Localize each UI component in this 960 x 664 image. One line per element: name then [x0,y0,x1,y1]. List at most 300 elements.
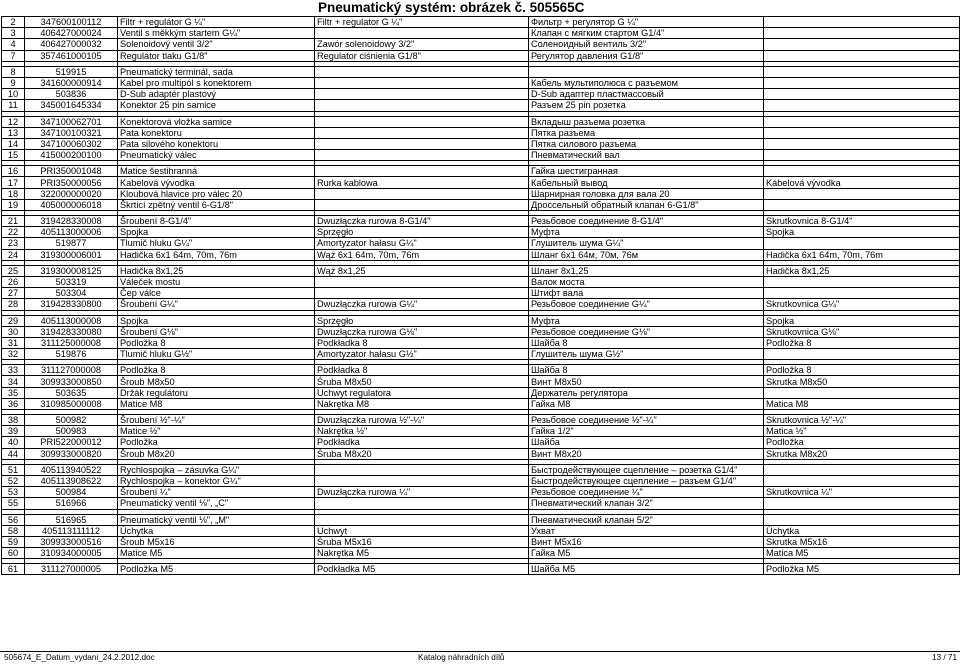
table-row [2,326,960,337]
table-row [2,138,960,149]
polish-name-cell [315,464,529,475]
russian-name-cell: Пневматический вал [529,150,764,161]
russian-name-cell: Дроссельный обратный клапан 6-G1/8" [529,199,764,210]
czech-name-cell: Filtr + regulátor G ¼" [118,17,315,28]
polish-name-cell: Amortyzator hałasu G½" [315,349,529,360]
slovak-name-cell: Hadička 8x1,25 [764,265,960,276]
czech-name-cell: Podložka 8 [118,365,315,376]
table-row [2,199,960,210]
czech-name-cell: Váleček mostu [118,276,315,287]
polish-name-cell: Nakrętka ½" [315,426,529,437]
polish-name-cell: Sprzęgło [315,315,529,326]
russian-name-cell: Глушитель шума G¼" [529,238,764,249]
czech-name-cell: Tlumič hluku G½" [118,349,315,360]
part-code-cell: 319428330080 [25,326,118,337]
russian-name-cell: Штифт вала [529,288,764,299]
polish-name-cell: Dwuzłączka rurowa 8-G1/4" [315,216,529,227]
item-number-cell: 21 [2,216,25,227]
polish-name-cell: Amortyzator hałasu G¼" [315,238,529,249]
czech-name-cell: Spojka [118,315,315,326]
part-code-cell: 309933000820 [25,448,118,459]
slovak-name-cell: Matica M5 [764,548,960,559]
part-code-cell: 310985000008 [25,398,118,409]
czech-name-cell: Ventil s měkkým startem G¼" [118,28,315,39]
polish-name-cell [315,188,529,199]
czech-name-cell: Držák regulátoru [118,387,315,398]
item-number-cell: 2 [2,17,25,28]
slovak-name-cell [764,464,960,475]
slovak-name-cell [764,238,960,249]
russian-name-cell: Резьбовое соединение G⅛" [529,326,764,337]
slovak-name-cell [764,89,960,100]
polish-name-cell: Sprzęgło [315,227,529,238]
polish-name-cell [315,276,529,287]
czech-name-cell: Tlumič hluku G¼" [118,238,315,249]
parts-table-body [2,17,960,575]
table-row [2,564,960,575]
czech-name-cell: Hadička 6x1 64m, 70m, 76m [118,249,315,260]
czech-name-cell: Rychlospojka – zásuvka G¼" [118,464,315,475]
polish-name-cell [315,199,529,210]
polish-name-cell: Śruba M8x50 [315,376,529,387]
polish-name-cell [315,89,529,100]
czech-name-cell: Šroubení ½"-¼" [118,415,315,426]
russian-name-cell: Шайба M5 [529,564,764,575]
slovak-name-cell [764,188,960,199]
table-row [2,548,960,559]
russian-name-cell: Фильтр + регулятор G ¼" [529,17,764,28]
item-number-cell: 35 [2,387,25,398]
slovak-name-cell [764,127,960,138]
item-number-cell: 27 [2,288,25,299]
part-code-cell: PRI522000012 [25,437,118,448]
russian-name-cell: Резьбовое соединение 8-G1/4" [529,216,764,227]
item-number-cell: 31 [2,337,25,348]
item-number-cell: 15 [2,150,25,161]
polish-name-cell [315,150,529,161]
russian-name-cell: Кабель мультиполюса с разъемом [529,77,764,88]
table-row [2,17,960,28]
polish-name-cell [315,475,529,486]
polish-name-cell [315,498,529,509]
slovak-name-cell: Podložka [764,437,960,448]
polish-name-cell [315,100,529,111]
czech-name-cell: Pneumatický válec [118,150,315,161]
item-number-cell: 4 [2,39,25,50]
slovak-name-cell: Úchytka [764,525,960,536]
polish-name-cell: Rurka kablowa [315,177,529,188]
table-row [2,426,960,437]
czech-name-cell: Šroubení G¼" [118,299,315,310]
slovak-name-cell: Skrutka M5x16 [764,536,960,547]
polish-name-cell: Uchwyt [315,525,529,536]
part-code-cell: 405113940522 [25,464,118,475]
czech-name-cell: Čep válce [118,288,315,299]
item-number-cell: 34 [2,376,25,387]
item-number-cell: 36 [2,398,25,409]
czech-name-cell: D-Sub adaptér plastový [118,89,315,100]
slovak-name-cell: Matica M8 [764,398,960,409]
part-code-cell: 319300006001 [25,249,118,260]
czech-name-cell: Pneumatický terminál, sada [118,66,315,77]
polish-name-cell: Dwuzłączka rurowa ½"-¼" [315,415,529,426]
czech-name-cell: Matice ½" [118,426,315,437]
item-number-cell: 32 [2,349,25,360]
table-row [2,265,960,276]
table-row [2,337,960,348]
table-row [2,415,960,426]
part-code-cell: 405113000006 [25,227,118,238]
slovak-name-cell [764,387,960,398]
russian-name-cell: Глушитель шума G½" [529,349,764,360]
czech-name-cell: Hadička 8x1,25 [118,265,315,276]
table-row [2,166,960,177]
polish-name-cell: Zawór solenoidowy 3/2" [315,39,529,50]
polish-name-cell: Śruba M5x16 [315,536,529,547]
table-row [2,315,960,326]
polish-name-cell: Wąż 6x1 64m, 70m, 76m [315,249,529,260]
table-row [2,487,960,498]
russian-name-cell: Быстродействующее сцепление – розетка G1/4" [529,464,764,475]
part-code-cell: 500984 [25,487,118,498]
part-code-cell: 405113000008 [25,315,118,326]
slovak-name-cell [764,498,960,509]
table-row [2,28,960,39]
item-number-cell: 24 [2,249,25,260]
slovak-name-cell: Skrutkovnica ½"-¼" [764,415,960,426]
czech-name-cell: Škrticí zpětný ventil 6-G1/8" [118,199,315,210]
czech-name-cell: Pata silového konektoru [118,138,315,149]
slovak-name-cell: Spojka [764,227,960,238]
russian-name-cell: Пятка разъема [529,127,764,138]
table-row [2,514,960,525]
part-code-cell: 357461000105 [25,50,118,61]
part-code-cell: 503635 [25,387,118,398]
part-code-cell: 406427000024 [25,28,118,39]
polish-name-cell: Podkładka 8 [315,365,529,376]
russian-name-cell: Гайка M5 [529,548,764,559]
czech-name-cell: Spojka [118,227,315,238]
item-number-cell: 40 [2,437,25,448]
slovak-name-cell [764,138,960,149]
part-code-cell: 415000200100 [25,150,118,161]
russian-name-cell: Пневматический клапан 5/2" [529,514,764,525]
part-code-cell: PRI350000056 [25,177,118,188]
part-code-cell: 347600100112 [25,17,118,28]
table-row [2,177,960,188]
part-code-cell: 519915 [25,66,118,77]
item-number-cell: 28 [2,299,25,310]
czech-name-cell: Rychlospojka – konektor G¼" [118,475,315,486]
item-number-cell: 22 [2,227,25,238]
russian-name-cell: Вкладыш разъема розетка [529,116,764,127]
russian-name-cell: Резьбовое соединение G¼" [529,299,764,310]
czech-name-cell: Kabel pro multipól s konektorem [118,77,315,88]
table-row [2,376,960,387]
slovak-name-cell: Skrutkovnica ¼" [764,487,960,498]
item-number-cell: 44 [2,448,25,459]
czech-name-cell: Matice M5 [118,548,315,559]
polish-name-cell: Uchwyt regulatora [315,387,529,398]
polish-name-cell [315,138,529,149]
czech-name-cell: Šroubení 8-G1/4" [118,216,315,227]
item-number-cell: 14 [2,138,25,149]
polish-name-cell [315,288,529,299]
czech-name-cell: Konektor 25 pin samice [118,100,315,111]
czech-name-cell: Šroubení G⅛" [118,326,315,337]
czech-name-cell: Šroub M8x20 [118,448,315,459]
part-code-cell: 347100060302 [25,138,118,149]
slovak-name-cell: Skrutka M8x20 [764,448,960,459]
polish-name-cell [315,28,529,39]
slovak-name-cell: Podložka 8 [764,337,960,348]
russian-name-cell: Винт M8x50 [529,376,764,387]
part-code-cell: 500982 [25,415,118,426]
part-code-cell: 405000006018 [25,199,118,210]
footer-catalog-title: Katalog náhradních dílů [418,653,505,662]
page-title: Pneumatický systém: obrázek č. 505565C [318,0,585,15]
table-row [2,448,960,459]
russian-name-cell: Гайка 1/2" [529,426,764,437]
russian-name-cell: Шланг 6x1 64м, 70м, 76м [529,249,764,260]
item-number-cell: 10 [2,89,25,100]
russian-name-cell: Держатель регулятора [529,387,764,398]
slovak-name-cell: Skrutka M8x50 [764,376,960,387]
czech-name-cell: Kabelová vývodka [118,177,315,188]
slovak-name-cell [764,66,960,77]
table-row [2,288,960,299]
czech-name-cell: Šroubení ¼" [118,487,315,498]
russian-name-cell: Шланг 8x1,25 [529,265,764,276]
part-code-cell: 311127000005 [25,564,118,575]
item-number-cell: 29 [2,315,25,326]
part-code-cell: 519877 [25,238,118,249]
part-code-cell: 309933000516 [25,536,118,547]
table-row [2,50,960,61]
slovak-name-cell [764,100,960,111]
item-number-cell: 25 [2,265,25,276]
part-code-cell: 347100062701 [25,116,118,127]
part-code-cell: 310934000005 [25,548,118,559]
czech-name-cell: Podložka 8 [118,337,315,348]
polish-name-cell [315,166,529,177]
table-row [2,150,960,161]
table-row [2,299,960,310]
part-code-cell: 347100100321 [25,127,118,138]
item-number-cell: 16 [2,166,25,177]
slovak-name-cell [764,150,960,161]
item-number-cell: 33 [2,365,25,376]
russian-name-cell: Регулятор давления G1/8" [529,50,764,61]
table-row [2,216,960,227]
polish-name-cell [315,66,529,77]
part-code-cell: 406427000032 [25,39,118,50]
item-number-cell: 53 [2,487,25,498]
part-code-cell: 311125000008 [25,337,118,348]
table-row [2,276,960,287]
slovak-name-cell [764,39,960,50]
slovak-name-cell: Podložka M5 [764,564,960,575]
item-number-cell: 58 [2,525,25,536]
slovak-name-cell: Skrutkovnica 8-G1/4" [764,216,960,227]
russian-name-cell: Пневматический клапан 3/2" [529,498,764,509]
russian-name-cell: Резьбовое соединение ¼" [529,487,764,498]
table-row [2,475,960,486]
czech-name-cell: Solenoidový ventil 3/2" [118,39,315,50]
slovak-name-cell: Kábelová vývodka [764,177,960,188]
slovak-name-cell [764,475,960,486]
item-number-cell: 18 [2,188,25,199]
russian-name-cell: Ухват [529,525,764,536]
table-row [2,127,960,138]
part-code-cell: 319428330800 [25,299,118,310]
czech-name-cell: Šroub M5x16 [118,536,315,547]
item-number-cell: 52 [2,475,25,486]
part-code-cell: 503319 [25,276,118,287]
part-code-cell: 319300008125 [25,265,118,276]
polish-name-cell: Regulator ciśnienia G1/8" [315,50,529,61]
table-row [2,525,960,536]
table-row [2,387,960,398]
czech-name-cell: Pneumatický ventil ⅛", „M" [118,514,315,525]
polish-name-cell [315,116,529,127]
russian-name-cell: D-Sub адаптер пластмассовый [529,89,764,100]
polish-name-cell: Dwuzłączka rurowa ¼" [315,487,529,498]
russian-name-cell: Гайка шестигранная [529,166,764,177]
russian-name-cell: Шайба 8 [529,337,764,348]
part-code-cell: 519876 [25,349,118,360]
table-row [2,464,960,475]
russian-name-cell: Винт M8x20 [529,448,764,459]
item-number-cell: 59 [2,536,25,547]
russian-name-cell: Винт M5x16 [529,536,764,547]
polish-name-cell: Podkładka [315,437,529,448]
table-row [2,536,960,547]
part-code-cell: 309933000850 [25,376,118,387]
czech-name-cell: Šroub M8x50 [118,376,315,387]
table-row [2,66,960,77]
polish-name-cell: Nakrętka M5 [315,548,529,559]
item-number-cell: 11 [2,100,25,111]
russian-name-cell: Шарнирная головка для вала 20 [529,188,764,199]
russian-name-cell: Резьбовое соединение ½"-¼" [529,415,764,426]
czech-name-cell: Pneumatický ventil ⅛", „C" [118,498,315,509]
table-row [2,437,960,448]
part-code-cell: 405113908622 [25,475,118,486]
item-number-cell: 60 [2,548,25,559]
slovak-name-cell [764,199,960,210]
table-row [2,89,960,100]
slovak-name-cell: Matica ½" [764,426,960,437]
table-row [2,398,960,409]
item-number-cell: 13 [2,127,25,138]
footer-page-number: 13 / 71 [932,653,958,662]
slovak-name-cell [764,166,960,177]
item-number-cell: 61 [2,564,25,575]
table-row [2,116,960,127]
czech-name-cell: Kloubová hlavice pro válec 20 [118,188,315,199]
slovak-name-cell: Hadička 6x1 64m, 70m, 76m [764,249,960,260]
russian-name-cell: Соленоидный вентиль 3/2" [529,39,764,50]
table-row [2,39,960,50]
polish-name-cell: Wąż 8x1,25 [315,265,529,276]
part-code-cell: 341600000914 [25,77,118,88]
part-code-cell: PRI350001048 [25,166,118,177]
item-number-cell: 39 [2,426,25,437]
russian-name-cell: Муфта [529,227,764,238]
table-row [2,365,960,376]
czech-name-cell: Regulátor tlaku G1/8" [118,50,315,61]
item-number-cell: 3 [2,28,25,39]
russian-name-cell: Быстродействующее сцепление – разъем G1/4" [529,475,764,486]
czech-name-cell: Podložka [118,437,315,448]
slovak-name-cell [764,28,960,39]
part-code-cell: 345001645334 [25,100,118,111]
czech-name-cell: Matice M8 [118,398,315,409]
slovak-name-cell [764,77,960,88]
footer-filename: 505674_E_Datum_vydani_24.2.2012.doc [4,653,155,662]
part-code-cell: 322000000020 [25,188,118,199]
slovak-name-cell [764,349,960,360]
polish-name-cell [315,77,529,88]
russian-name-cell: Гайка M8 [529,398,764,409]
russian-name-cell: Шайба [529,437,764,448]
item-number-cell: 17 [2,177,25,188]
part-code-cell: 319428330008 [25,216,118,227]
russian-name-cell: Муфта [529,315,764,326]
czech-name-cell: Úchytka [118,525,315,536]
slovak-name-cell [764,17,960,28]
russian-name-cell: Валок моста [529,276,764,287]
item-number-cell: 12 [2,116,25,127]
polish-name-cell: Filtr + regulator G ¼" [315,17,529,28]
item-number-cell: 7 [2,50,25,61]
slovak-name-cell: Spojka [764,315,960,326]
russian-name-cell: Пятка силового разъема [529,138,764,149]
slovak-name-cell [764,514,960,525]
item-number-cell: 8 [2,66,25,77]
slovak-name-cell [764,116,960,127]
table-row [2,77,960,88]
russian-name-cell: Кабельный вывод [529,177,764,188]
item-number-cell: 26 [2,276,25,287]
table-row [2,498,960,509]
russian-name-cell [529,66,764,77]
item-number-cell: 55 [2,498,25,509]
russian-name-cell: Клапан с мягким стартом G1/4" [529,28,764,39]
polish-name-cell: Podkładka 8 [315,337,529,348]
item-number-cell: 38 [2,415,25,426]
item-number-cell: 19 [2,199,25,210]
footer-divider [0,651,960,652]
czech-name-cell: Pata konektoru [118,127,315,138]
table-row [2,100,960,111]
slovak-name-cell: Skrutkovnica G⅛" [764,326,960,337]
part-code-cell: 405113111112 [25,525,118,536]
table-row [2,249,960,260]
polish-name-cell: Śruba M8x20 [315,448,529,459]
part-code-cell: 516965 [25,514,118,525]
slovak-name-cell: Podložka 8 [764,365,960,376]
part-code-cell: 503836 [25,89,118,100]
table-row [2,227,960,238]
table-row [2,349,960,360]
slovak-name-cell [764,50,960,61]
czech-name-cell: Podložka M5 [118,564,315,575]
russian-name-cell: Разъем 25 pin розетка [529,100,764,111]
polish-name-cell: Dwuzłączka rurowa G⅛" [315,326,529,337]
item-number-cell: 9 [2,77,25,88]
